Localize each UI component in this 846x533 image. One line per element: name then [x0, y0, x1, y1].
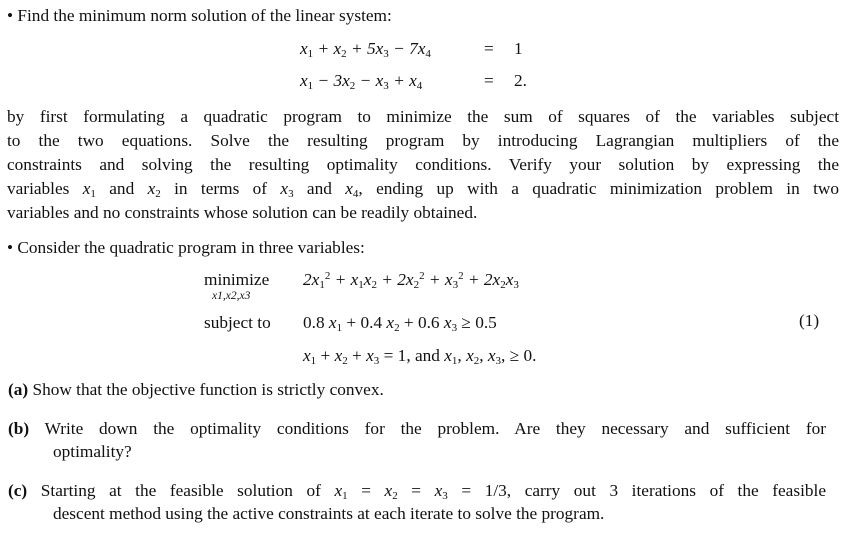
part-b-label: (b) [8, 419, 30, 438]
minimize-label: minimize [204, 270, 270, 289]
part-a-label: (a) [8, 380, 29, 399]
part-c-line-1: Starting at the feasible solution of $x_1 = x_2 = x_3 = 1/3$, carry out 3 iterations of the feasible [40, 481, 826, 502]
equation-2-rhs: 2. [514, 71, 527, 90]
problem2-intro [7, 238, 365, 258]
problem1-intro [7, 6, 392, 26]
equation-2-rel: = [484, 71, 494, 90]
equation-number: (1) [799, 311, 820, 330]
part-b [8, 419, 826, 439]
part-a [8, 380, 826, 400]
part-c-line-2: descent method using the active constraints at each iterate to solve the program. [53, 504, 605, 523]
problem1-intro-text: Find the minimum norm solution of the linear system: [17, 6, 392, 25]
paragraph-line-4: variables $x_1$ and $x_2$ in terms of $x_3$ and $x_4$, ending up with a quadratic minimization problem in two [7, 179, 840, 200]
part-b-line-2: optimality? [53, 442, 132, 461]
equation-1-rhs: 1 [514, 39, 523, 58]
equation-1-rel: = [484, 39, 494, 58]
equation-2-lhs: $x_1 - 3x_2 - x_3 + x_4$ [300, 71, 423, 92]
subject-to-label: subject to [204, 313, 271, 332]
problem2-intro-text: Consider the quadratic program in three variables: [17, 238, 365, 257]
objective-function: $2x_1^2 + x_1x_2 + 2x_2^2 + x_3^2 + 2x_2x_3$ [303, 270, 519, 291]
part-c-label: (c) [8, 481, 28, 500]
constraint-1: 0.8 $x_1 + 0.4$ $x_2 + 0.6$ $x_3 \ge 0.5$ [303, 313, 497, 334]
paragraph-line-5: variables and no constraints whose solution can be readily obtained. [7, 203, 478, 222]
constraint-2: $x_1 + x_2 + x_3 = 1$, and $x_1$, $x_2$, $x_3$, ≥ 0. [303, 346, 537, 367]
paragraph-line-1: by first formulating a quadratic program to minimize the sum of squares of the variables subject [7, 107, 839, 126]
bullet-icon: • [7, 6, 14, 25]
paragraph-line-3: constraints and solving the resulting optimality conditions. Verify your solution by expressing the [7, 155, 839, 174]
part-a-text: Show that the objective function is strictly convex. [32, 380, 384, 399]
bullet-icon: • [7, 238, 14, 257]
paragraph-line-2: to the two equations. Solve the resulting program by introducing Lagrangian multipliers of the [7, 131, 839, 150]
minimize-subscript: x1,x2,x3 [212, 290, 251, 302]
part-b-line-1: Write down the optimality conditions for the problem. Are they necessary and sufficient for [44, 419, 826, 438]
part-c [8, 481, 826, 501]
equation-1-lhs: $x_1 + x_2 + 5x_3 - 7x_4$ [300, 39, 431, 60]
